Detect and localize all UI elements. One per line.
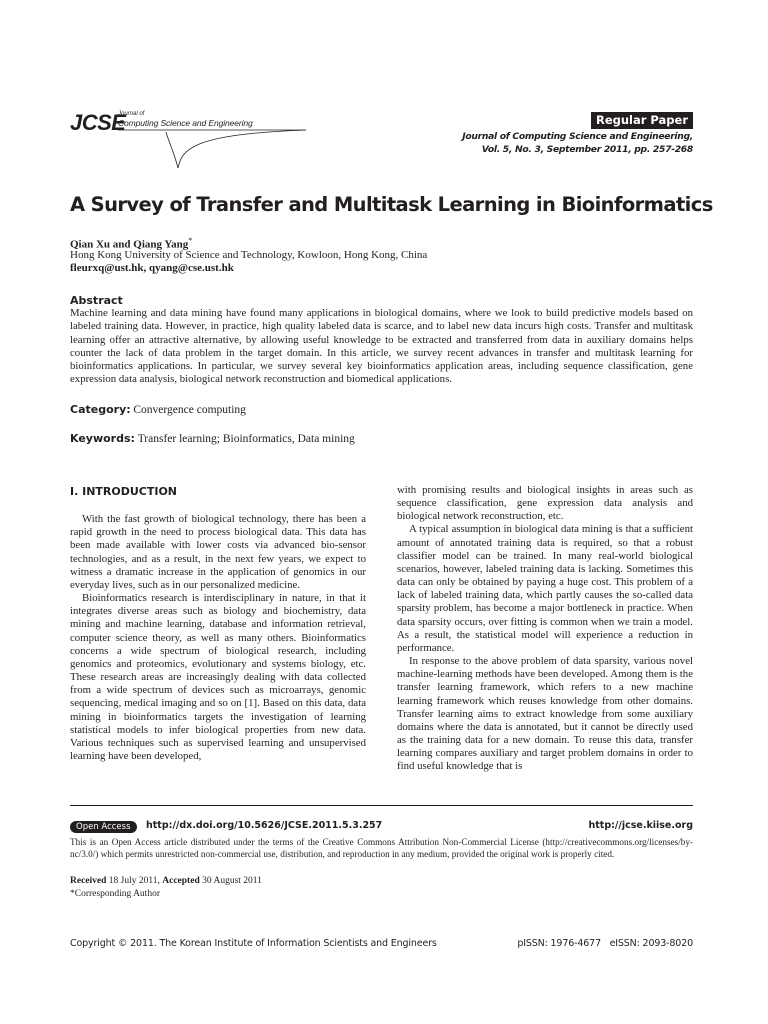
journal-citation-line2: Vol. 5, No. 3, September 2011, pp. 257-268: [481, 144, 693, 155]
paper-title: A Survey of Transfer and Multitask Learning in Bioinformatics: [70, 193, 713, 216]
open-access-badge: Open Access: [70, 821, 137, 833]
keywords-line: [70, 432, 355, 445]
journal-logo: [70, 110, 310, 172]
keywords-value: Transfer learning; Bioinformatics, Data mining: [137, 433, 355, 445]
accepted-label: Accepted: [162, 876, 200, 886]
body-column-left: [70, 485, 366, 763]
keywords-label: Keywords:: [70, 432, 135, 445]
received-label: Received: [70, 876, 107, 886]
section-heading: I. INTRODUCTION: [70, 485, 178, 498]
logo-mark: JCSE: [70, 110, 126, 135]
journal-citation-line1: Journal of Computing Science and Engineering,: [462, 131, 693, 142]
accepted-date: 30 August 2011: [202, 876, 262, 886]
license-text: This is an Open Access article distributed under the terms of the Creative Commons Attribution Non-Commercial License (http://creativecommons.org/licenses/by-nc/3.0/) which permits unrestricted non-commercial use, distribution, and reproduction in any medium, provided the original work is properly cited.: [70, 837, 693, 859]
authors: Qian Xu and Qiang Yang: [70, 238, 189, 251]
copyright-notice: Copyright © 2011. The Korean Institute of Information Scientists and Engineers: [70, 938, 437, 949]
body-paragraph: With the fast growth of biological technology, there has been a rapid growth in the need to process biological data. This data has been made available with lower costs via advanced bio-sensor technologies, and as a result, in the next few years, we expect to witness a dramatic increase in the application of genomics in our everyday lives, such as in our personalized medicine.: [70, 513, 366, 591]
affiliation: Hong Kong University of Science and Technology, Kowloon, Hong Kong, China: [70, 249, 428, 261]
category-line: [70, 403, 246, 416]
category-value: Convergence computing: [133, 404, 246, 416]
issn-line: pISSN: 1976-4677 eISSN: 2093-8020: [517, 938, 693, 949]
author-emails: fleurxq@ust.hk, qyang@cse.ust.hk: [70, 262, 234, 274]
body-column-right: [397, 484, 693, 773]
body-paragraph: Bioinformatics research is interdisciplinary in nature, in that it integrates diverse areas such as biology and biochemistry, data mining and machine learning, database and information retrieval, computer science theory, as well as many others. Bioinformatics concerns a wide spectrum of biological research, including genomics and proteomics, evolutionary and systems biology, etc. These research areas are increasingly dealing with data collected from a wide spectrum of devices such as microarrays, genomic sequencing, medical imaging and so on [1]. Based on this data, data mining in bioinformatics targets the investigation of learning statistical models to infer biological properties from new data. Various techniques such as supervised learning and unsupervised learning have been developed,: [70, 592, 366, 762]
corresponding-mark: *: [188, 236, 193, 245]
logo-journal-of: Journal of: [118, 111, 145, 117]
body-paragraph: A typical assumption in biological data mining is that a sufficient amount of annotated training data is required, so that a robust classifier model can be trained. In many real-world biological scenarios, however, labeled training data is lacking. Sometimes this data can only be obtained by paying a huge cost. This problem of a lack of labeled training data, which partly causes the so-called data sparsity problem, has become a major bottleneck in practice. When data sparsity occurs, over fitting is common when we train a model. As a result, the statistical model will experience a reduction in performance.: [397, 523, 693, 654]
category-label: Category:: [70, 403, 131, 416]
abstract-heading: Abstract: [70, 294, 123, 307]
corresponding-author-note: *Corresponding Author: [70, 889, 160, 899]
received-line: [70, 876, 262, 886]
abstract-text: Machine learning and data mining have found many applications in biological domains, where we look to build predictive models based on labeled training data. However, in practice, high quality labeled data is scarce, and to label new data incurs high costs. Transfer and multitask learning offer an attractive alternative, by allowing useful knowledge to be extracted and transferred from data in auxiliary domains helps counter the lack of data problem in the target domain. In this article, we survey recent advances in transfer and multitask learning for bioinformatics applications. In particular, we survey several key bioinformatics application areas, including sequence classification, gene expression data analysis, biological network reconstruction and biomedical applications.: [70, 307, 693, 386]
logo-journal-name: Computing Science and Engineering: [118, 118, 253, 128]
paper-type-badge: Regular Paper: [591, 112, 693, 129]
body-paragraph: In response to the above problem of data sparsity, various novel machine-learning methods have been developed. Among them is the transfer learning framework, which refers to a new machine learning framework which reuses knowledge from other domains. Transfer learning aims to extract knowledge from some auxiliary domains where the data is annotated, but it cannot be directly used as the training data for a new domain. To reuse this data, transfer learning compares auxiliary and target problem domains in order to find useful knowledge that is: [397, 655, 693, 773]
journal-site-link[interactable]: http://jcse.kiise.org: [588, 820, 693, 831]
footer-divider: [70, 805, 693, 806]
doi-link[interactable]: http://dx.doi.org/10.5626/JCSE.2011.5.3.257: [146, 820, 383, 831]
body-paragraph-continued: with promising results and biological insights in areas such as sequence classification, gene expression data analysis and biological network reconstruction, etc.: [397, 484, 693, 523]
received-date: 18 July 2011,: [108, 876, 160, 886]
